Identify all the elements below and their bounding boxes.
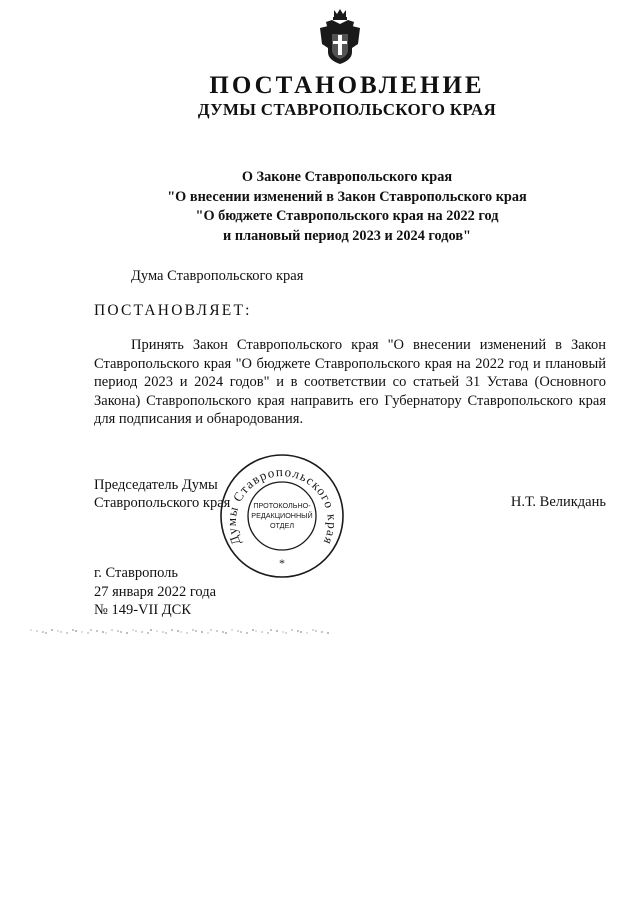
scan-speck <box>171 629 173 631</box>
stamp-outer-text: Думы Ставропольского края <box>223 463 341 548</box>
scan-speck <box>240 631 242 633</box>
body-paragraph <box>94 336 606 429</box>
scan-speck <box>246 632 248 634</box>
paragraph-line: Ставропольского края "О бюджете Ставропольского края на 2022 год и плановый <box>94 355 606 372</box>
scan-speck <box>261 631 263 633</box>
scan-speck <box>135 630 137 632</box>
scan-speck <box>237 630 239 632</box>
scan-speck <box>186 632 188 634</box>
scan-speck <box>45 632 47 634</box>
scan-speck <box>102 631 104 633</box>
scan-speck <box>291 629 293 631</box>
scan-speck <box>222 631 224 633</box>
scan-speck <box>225 632 227 634</box>
scan-speck <box>312 629 314 631</box>
coat-of-arms-icon <box>316 8 364 66</box>
scan-speck <box>282 631 284 633</box>
scan-speck <box>150 629 152 631</box>
subject-line: "О внесении изменений в Закон Ставропольского края <box>167 188 527 205</box>
signatory-position-line: Ставропольского края <box>94 495 231 511</box>
scan-speck <box>216 630 218 632</box>
scan-speck <box>297 630 299 632</box>
scan-speck <box>75 630 77 632</box>
scan-speck <box>105 632 107 634</box>
subject-line: О Законе Ставропольского края <box>241 169 453 185</box>
scan-speck <box>180 631 182 633</box>
scan-speck <box>36 630 38 632</box>
document-number: № 149-VII ДСК <box>94 602 192 618</box>
scan-speck <box>321 631 323 633</box>
scan-speck <box>195 630 197 632</box>
scan-speck <box>201 631 203 633</box>
paragraph-line: для подписания и обнародования. <box>94 411 304 427</box>
scan-speck <box>192 629 194 631</box>
scan-speck <box>81 631 83 633</box>
scan-speck <box>300 631 302 633</box>
scan-speck <box>231 629 233 631</box>
scan-speck <box>42 631 44 633</box>
scan-speck <box>126 632 128 634</box>
document-type-title: ПОСТАНОВЛЕНИЕ <box>209 72 485 99</box>
scan-speck <box>132 629 134 631</box>
scan-speck <box>51 629 53 631</box>
scan-speck <box>96 630 98 632</box>
scan-speck <box>66 632 68 634</box>
scan-speck <box>90 629 92 631</box>
paragraph-line: период 2023 и 2024 годов" и в соответствии со статьей 31 Устава (Основного <box>94 374 606 390</box>
scan-speck <box>111 629 113 631</box>
scan-speck <box>327 632 329 634</box>
scan-artifact <box>30 626 350 636</box>
stamp-star: * <box>279 556 285 570</box>
scan-speck <box>147 632 149 634</box>
scan-speck <box>270 629 272 631</box>
official-stamp <box>218 452 346 580</box>
scan-speck <box>30 629 32 631</box>
place: г. Ставрополь <box>94 565 179 581</box>
scan-speck <box>57 630 59 632</box>
scan-speck <box>156 630 158 632</box>
signatory-name: Н.Т. Великдань <box>510 494 606 510</box>
paragraph-line: Принять Закон Ставропольского края "О внесении изменений в Закон <box>131 337 606 353</box>
scan-speck <box>87 632 89 634</box>
paragraph-line: Закона) Ставропольского края направить его Губернатору Ставропольского края <box>94 392 606 409</box>
scan-speck <box>285 632 287 634</box>
scan-speck <box>210 629 212 631</box>
scan-speck <box>141 631 143 633</box>
place-date-number <box>94 564 216 620</box>
scan-speck <box>255 630 257 632</box>
document-subject <box>0 168 640 246</box>
signatory-position-line: Председатель Думы <box>94 477 218 493</box>
scan-speck <box>276 630 278 632</box>
issuer-title: ДУМЫ СТАВРОПОЛЬСКОГО КРАЯ <box>197 100 497 119</box>
scan-speck <box>177 630 179 632</box>
resolves-heading: ПОСТАНОВЛЯЕТ: <box>94 302 252 319</box>
signatory-position <box>94 476 230 512</box>
subject-line: "О бюджете Ставропольского края на 2022 год <box>195 208 499 224</box>
subject-line: и плановый период 2023 и 2024 годов" <box>223 227 471 244</box>
scan-speck <box>315 630 317 632</box>
scan-speck <box>120 631 122 633</box>
stamp-inner-text: РЕДАКЦИОННЫЙ <box>251 511 313 520</box>
scan-speck <box>72 629 74 631</box>
stamp-inner-text: ОТДЕЛ <box>269 521 295 530</box>
scan-speck <box>252 629 254 631</box>
scan-speck <box>207 632 209 634</box>
scan-speck <box>165 632 167 634</box>
scan-speck <box>60 631 62 633</box>
scan-speck <box>267 632 269 634</box>
scan-speck <box>117 630 119 632</box>
scan-speck <box>306 632 308 634</box>
stamp-inner-text: ПРОТОКОЛЬНО- <box>253 501 311 510</box>
date: 27 января 2022 года <box>94 583 217 600</box>
scan-speck <box>162 631 164 633</box>
body-intro: Дума Ставропольского края <box>131 268 304 284</box>
